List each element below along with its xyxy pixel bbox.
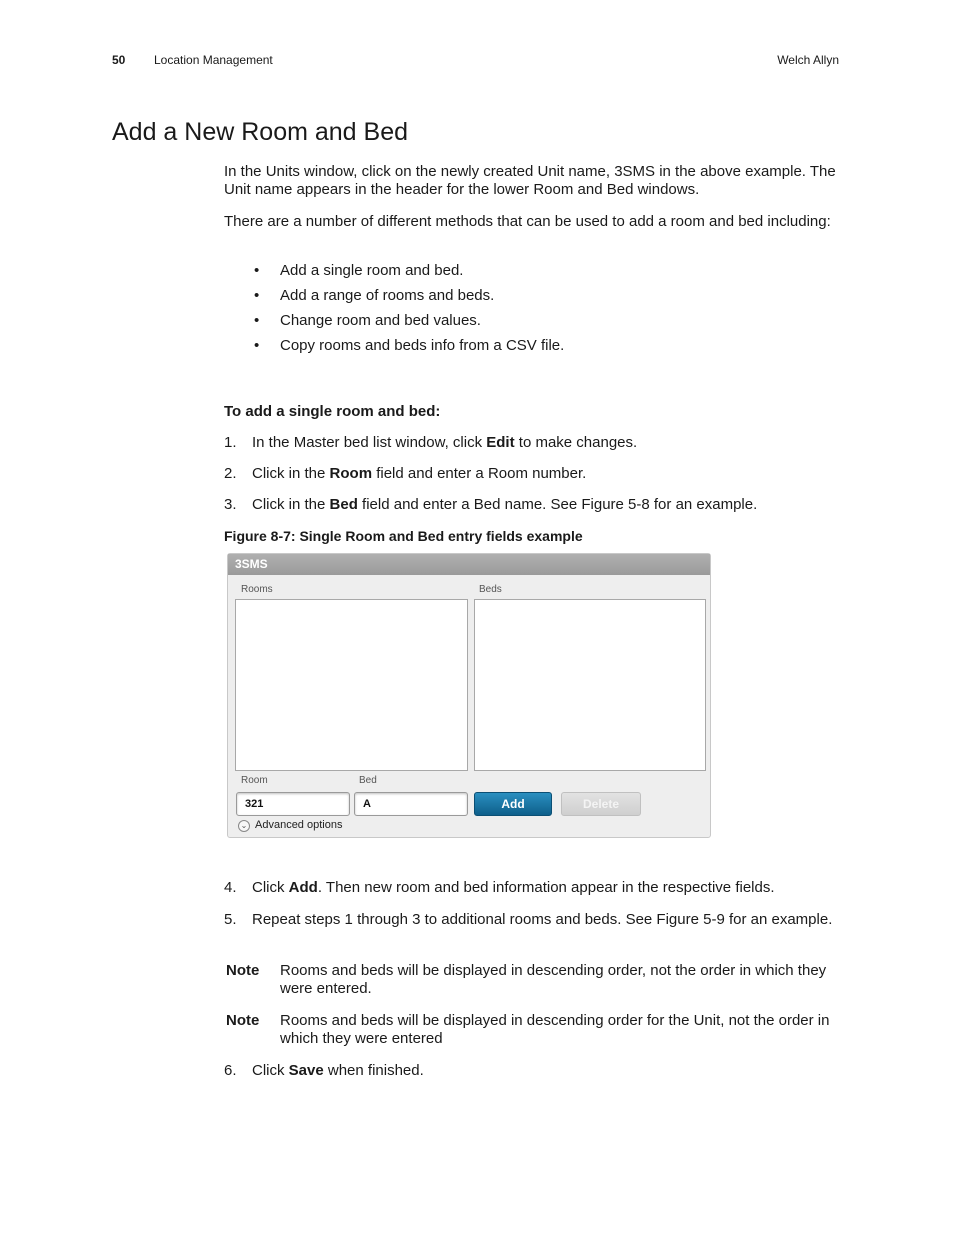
chevron-down-icon[interactable]: ⌄ [238, 820, 250, 832]
delete-button[interactable]: Delete [561, 792, 641, 816]
brand-name: Welch Allyn [777, 53, 839, 67]
beds-list[interactable] [474, 599, 706, 771]
page-number: 50 [112, 53, 126, 67]
intro-paragraph-2: There are a number of different methods that can be used to add a room and bed including: [224, 213, 831, 230]
beds-label: Beds [479, 584, 502, 595]
advanced-options-toggle[interactable]: Advanced options [255, 819, 343, 831]
procedure-heading: To add a single room and bed: [224, 403, 441, 420]
figure-caption: Figure 8-7: Single Room and Bed entry fields example [224, 528, 583, 544]
room-bed-panel [227, 553, 711, 838]
add-button[interactable]: Add [474, 792, 552, 816]
panel-title: 3SMS [228, 554, 710, 575]
bed-field-label: Bed [359, 775, 377, 786]
rooms-list[interactable] [235, 599, 468, 771]
intro-paragraph-1: In the Units window, click on the newly created Unit name, 3SMS in the above example. The Unit name appears in the header for the lower Room and Bed windows. [224, 163, 836, 198]
room-input[interactable]: 321 [236, 792, 350, 816]
bed-input[interactable]: A [354, 792, 468, 816]
section-name: Location Management [154, 53, 273, 67]
page-title: Add a New Room and Bed [112, 118, 409, 146]
room-field-label: Room [241, 775, 268, 786]
rooms-label: Rooms [241, 584, 273, 595]
